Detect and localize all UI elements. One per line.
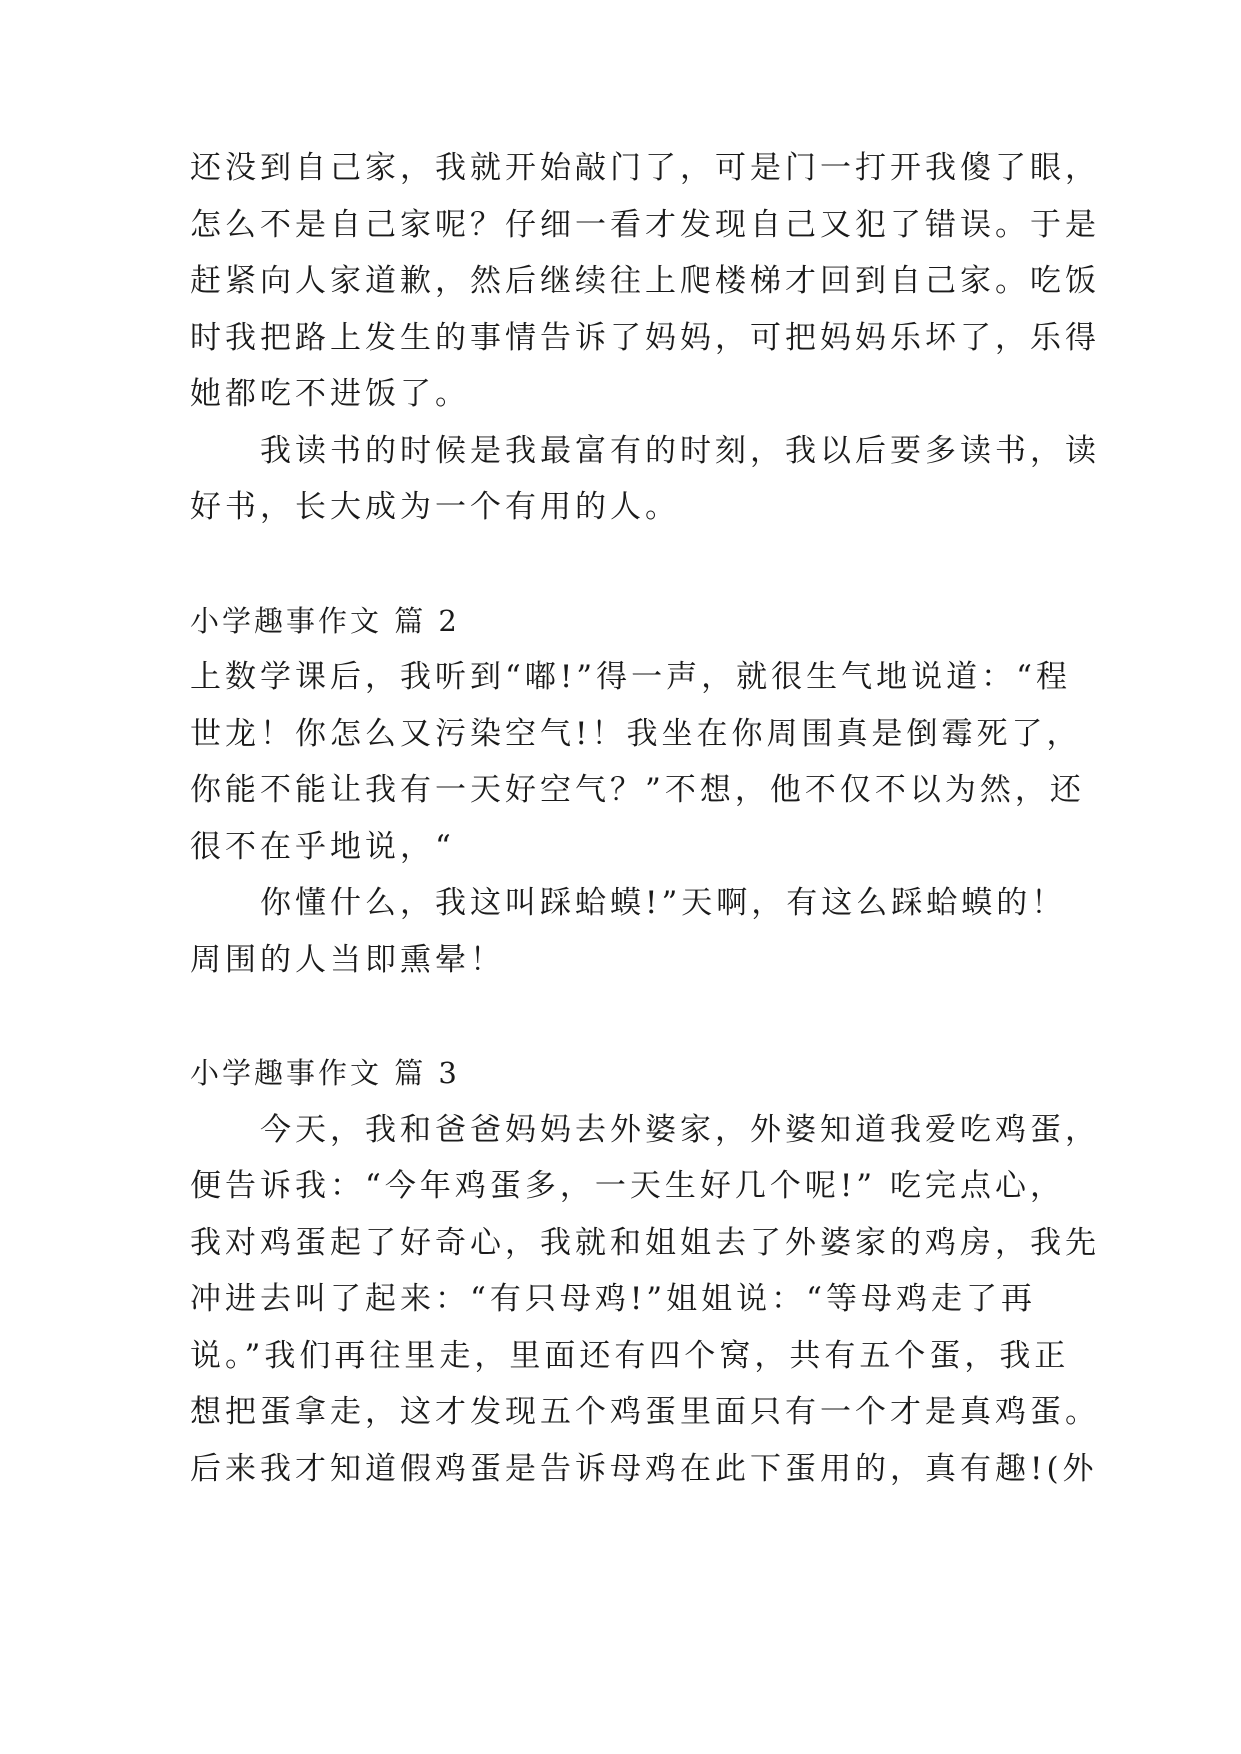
body-line: 世龙！你怎么又污染空气!！我坐在你周围真是倒霉死了，	[190, 716, 1082, 752]
body-line: 我读书的时候是我最富有的时刻，我以后要多读书，读	[190, 433, 1100, 469]
body-line: 时我把路上发生的事情告诉了妈妈，可把妈妈乐坏了，乐得	[190, 320, 1100, 356]
body-line: 还没到自己家，我就开始敲门了，可是门一打开我傻了眼，	[190, 150, 1100, 186]
body-line: 今天，我和爸爸妈妈去外婆家，外婆知道我爱吃鸡蛋，	[190, 1112, 1100, 1148]
body-line: 想把蛋拿走，这才发现五个鸡蛋里面只有一个才是真鸡蛋。	[190, 1394, 1100, 1430]
body-line: 便告诉我：“今年鸡蛋多，一天生好几个呢!” 吃完点心，	[190, 1168, 1066, 1204]
body-line: 你懂什么，我这叫踩蛤蟆!”天啊，有这么踩蛤蟆的！	[190, 885, 1067, 921]
section-heading: 小学趣事作文 篇 3	[190, 1056, 460, 1090]
body-line: 冲进去叫了起来：“有只母鸡!”姐姐说：“等母鸡走了再	[190, 1281, 1036, 1317]
body-line: 她都吃不进饭了。	[190, 376, 470, 412]
body-line: 很不在乎地说，“	[190, 829, 455, 865]
body-line: 你能不能让我有一天好空气？”不想，他不仅不以为然，还	[190, 772, 1085, 808]
body-line: 我对鸡蛋起了好奇心，我就和姐姐去了外婆家的鸡房，我先	[190, 1225, 1100, 1261]
body-line: 赶紧向人家道歉，然后继续往上爬楼梯才回到自己家。吃饭	[190, 263, 1100, 299]
body-line: 后来我才知道假鸡蛋是告诉母鸡在此下蛋用的，真有趣!(外	[190, 1451, 1098, 1487]
body-line: 周围的人当即熏晕！	[190, 942, 505, 978]
body-line: 说。”我们再往里走，里面还有四个窝，共有五个蛋，我正	[190, 1338, 1070, 1374]
section-heading: 小学趣事作文 篇 2	[190, 604, 460, 638]
body-line: 怎么不是自己家呢？仔细一看才发现自己又犯了错误。于是	[190, 207, 1100, 243]
body-line: 上数学课后，我听到“嘟!”得一声，就很生气地说道：“程	[190, 659, 1071, 695]
body-line: 好书，长大成为一个有用的人。	[190, 489, 680, 525]
